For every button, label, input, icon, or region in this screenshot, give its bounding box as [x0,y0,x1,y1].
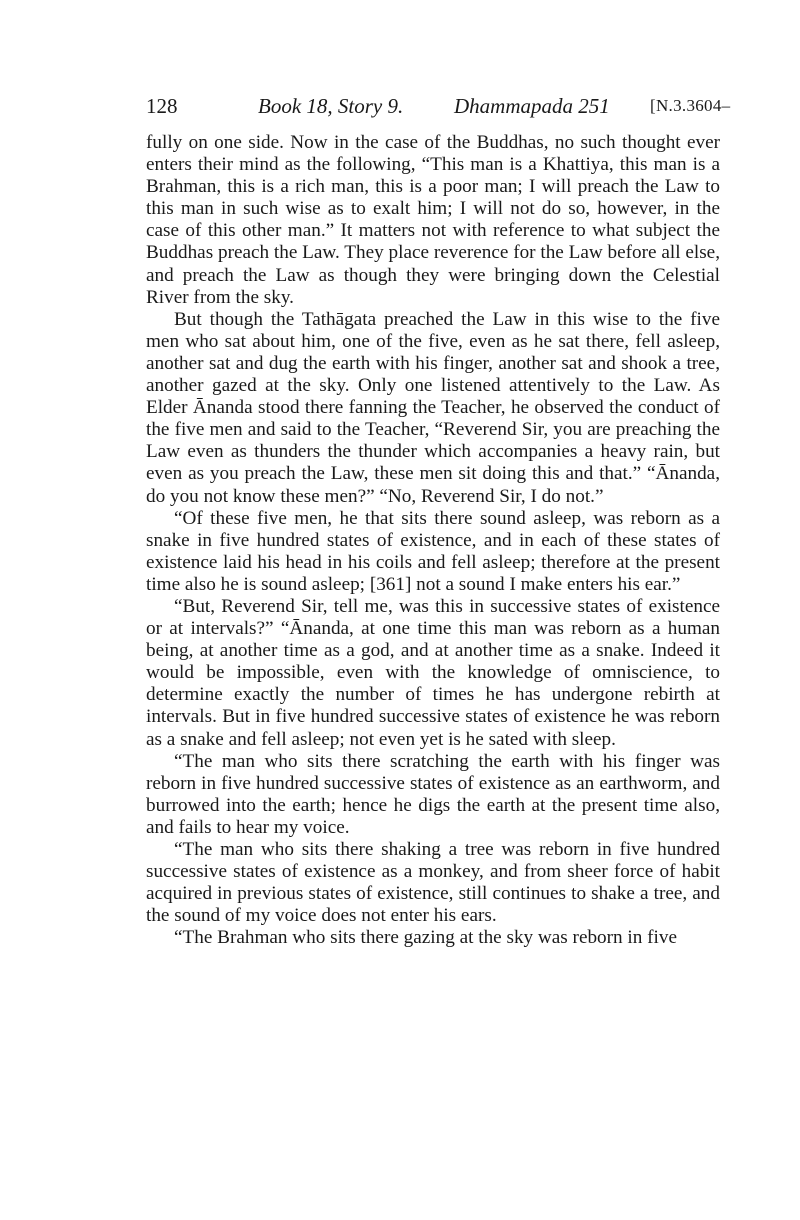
source-reference: [N.3.3604– [650,96,731,115]
paragraph: “The man who sits there shaking a tree was reborn in five hundred successive states of existence as a monkey, and from sheer force of habit acquired in previous states of existence, still continues to shake a tree, and the sound of my voice does not enter his ears. [146,839,720,927]
running-head [146,92,731,120]
book-story-label: Book 18, Story 9. [258,94,404,118]
paragraph: But though the Tathāgata preached the Law in this wise to the five men who sat about him, one of the five, even as he sat there, fell asleep, another sat and dug the earth with his finger, another sat and shook a tree, another gazed at the sky. Only one listened attentively to the Law. As Elder Ānanda stood there fanning the Teacher, he observed the conduct of the five men and said to the Teacher, “Reverend Sir, you are preaching the Law even as thunders the thunder which accompanies a heavy rain, but even as you preach the Law, these men sit doing this and that.” “Ānanda, do you not know these men?” “No, Reverend Sir, I do not.” [146,308,720,507]
page-number: 128 [146,94,178,118]
paragraph: “But, Reverend Sir, tell me, was this in successive states of existence or at intervals?” “Ānanda, at one time this man was reborn as a human being, at another time as a god, and at another time as a snake. Indeed it would be impossible, even with the knowledge of omniscience, to determine exactly the number of times he has undergone rebirth at intervals. But in five hundred successive states of existence he was reborn as a snake and fell asleep; not even yet is he sated with sleep. [146,595,720,750]
paragraph: “Of these five men, he that sits there sound asleep, was reborn as a snake in five hundred states of existence, and in each of these states of existence laid his head in his coils and fell asleep; therefore at the present time also he is sound asleep; [361] not a sound I make enters his ear.” [146,507,720,595]
body-text [146,132,720,949]
paragraph: fully on one side. Now in the case of the Buddhas, no such thought ever enters their mind as the following, “This man is a Khattiya, this man is a Brahman, this is a rich man, this is a poor man; I will preach the Law to this man in such wise as to exalt him; I will not do so, however, in the case of this other man.” It matters not with reference to what subject the Buddhas preach the Law. They place reverence for the Law before all else, and preach the Law as though they were bringing down the Celestial River from the sky. [146,132,720,308]
paragraph: “The Brahman who sits there gazing at the sky was reborn in five [174,927,677,949]
paragraph: “The man who sits there scratching the earth with his finger was reborn in five hundred successive states of existence as an earthworm, and burrowed into the earth; hence he digs the earth at the present time also, and fails to hear my voice. [146,750,720,838]
dhammapada-verse-label: Dhammapada 251 [454,94,610,118]
